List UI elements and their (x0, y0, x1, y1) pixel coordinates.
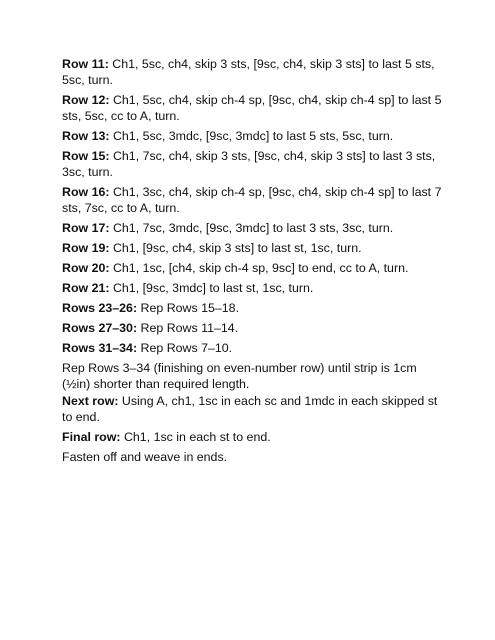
row-label: Row 12: (62, 93, 110, 107)
row-21-instruction (62, 280, 442, 296)
pattern-document (62, 56, 442, 469)
row-12-instruction (62, 92, 442, 124)
row-13-instruction (62, 128, 442, 144)
row-label: Row 19: (62, 241, 110, 255)
row-16-instruction (62, 184, 442, 216)
row-17-instruction (62, 220, 442, 236)
row-text: Ch1, 5sc, ch4, skip ch-4 sp, [9sc, ch4, skip ch-4 sp] to last 5 sts, 5sc, cc to A, turn. (62, 93, 442, 123)
row-text: Ch1, 5sc, 3mdc, [9sc, 3mdc] to last 5 sts, 5sc, turn. (109, 129, 394, 143)
row-15-instruction (62, 148, 442, 180)
row-text: Ch1, 3sc, ch4, skip ch-4 sp, [9sc, ch4, skip ch-4 sp] to last 7 sts, 7sc, cc to A, turn. (62, 185, 442, 215)
row-label: Row 13: (62, 129, 110, 143)
row-text: Fasten off and weave in ends. (62, 450, 228, 464)
row-label: Rows 23–26: (62, 301, 138, 315)
rows-23-26-instruction (62, 300, 442, 316)
final-row-instruction (62, 429, 442, 445)
next-row-instruction (62, 393, 442, 425)
row-label: Rows 27–30: (62, 321, 138, 335)
row-text: Rep Rows 11–14. (137, 321, 239, 335)
rows-27-30-instruction (62, 320, 442, 336)
row-label: Row 15: (62, 149, 110, 163)
row-text: Ch1, [9sc, 3mdc] to last st, 1sc, turn. (109, 281, 314, 295)
row-label: Row 16: (62, 185, 110, 199)
rows-31-34-instruction (62, 340, 442, 356)
row-label: Next row: (62, 394, 119, 408)
row-text: Rep Rows 7–10. (137, 341, 233, 355)
row-11-instruction (62, 56, 442, 88)
row-text: Using A, ch1, 1sc in each sc and 1mdc in each skipped st to end. (62, 394, 438, 424)
row-label: Row 17: (62, 221, 110, 235)
row-label: Rows 31–34: (62, 341, 138, 355)
row-text: Ch1, 1sc, [ch4, skip ch-4 sp, 9sc] to end, cc to A, turn. (109, 261, 409, 275)
row-text: Ch1, 7sc, 3mdc, [9sc, 3mdc] to last 3 sts, 3sc, turn. (109, 221, 394, 235)
repeat-instruction (62, 360, 442, 392)
row-text: Ch1, [9sc, ch4, skip 3 sts] to last st, 1sc, turn. (109, 241, 362, 255)
row-text: Ch1, 5sc, ch4, skip 3 sts, [9sc, ch4, skip 3 sts] to last 5 sts, 5sc, turn. (62, 57, 435, 87)
row-text: Ch1, 7sc, ch4, skip 3 sts, [9sc, ch4, skip 3 sts] to last 3 sts, 3sc, turn. (62, 149, 436, 179)
row-20-instruction (62, 260, 442, 276)
row-label: Row 11: (62, 57, 109, 71)
finishing-instruction (62, 449, 442, 465)
row-label: Final row: (62, 430, 121, 444)
row-label: Row 20: (62, 261, 110, 275)
row-label: Row 21: (62, 281, 110, 295)
row-text: Ch1, 1sc in each st to end. (120, 430, 271, 444)
row-19-instruction (62, 240, 442, 256)
row-text: Rep Rows 15–18. (137, 301, 240, 315)
row-text: Rep Rows 3–34 (finishing on even-number row) until strip is 1cm (½in) shorter than required length. (62, 361, 417, 391)
